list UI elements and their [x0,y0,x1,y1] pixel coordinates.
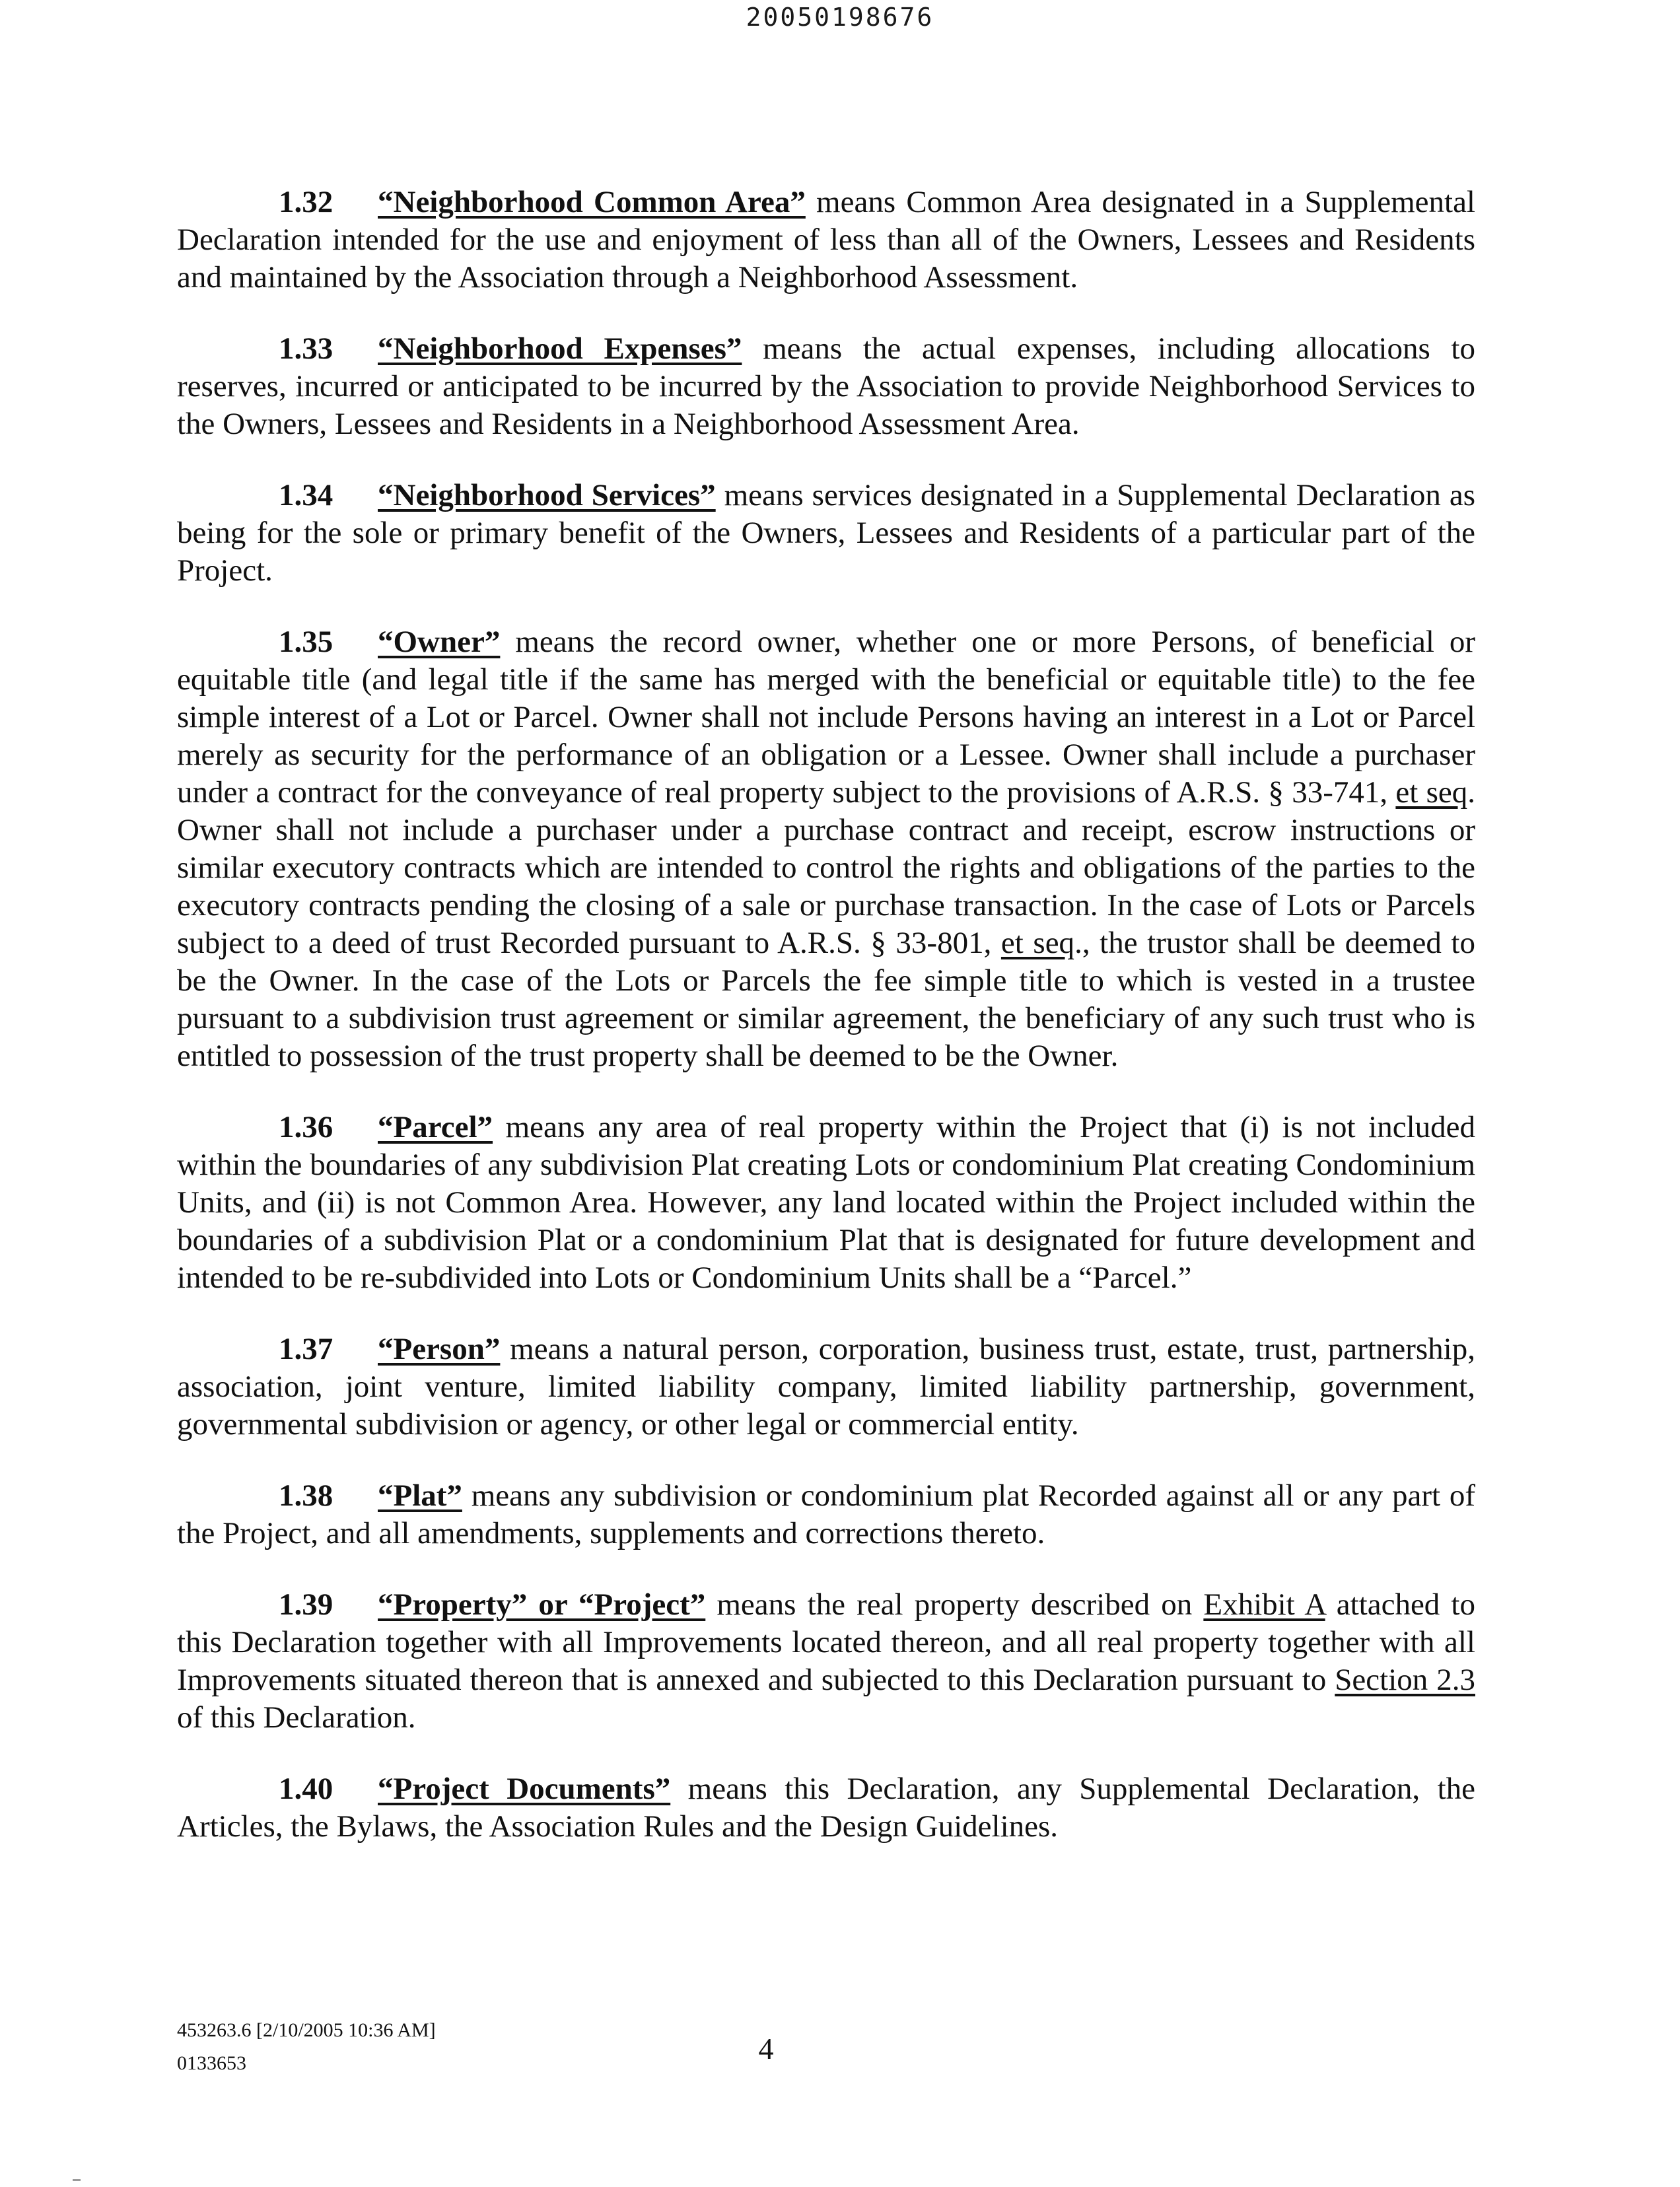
section-number: 1.39 [279,1587,333,1622]
definition-text: means any subdivision or condominium plat Recorded against all or any part of the Project, and all amendments, supplements and corrections thereto. [177,1478,1475,1550]
definition-text: . Owner shall not include a purchaser under a purchase contract and receipt, escrow instructions or similar executory contracts which are intended to control the rights and obligations of the parties to the executory contracts pending the closing of a sale or purchase transaction. In the case of Lots or Parcels subject to a deed of trust Recorded pursuant to A.R.S. § 33-801, [177,775,1475,960]
definition-1-39 [177,1586,1475,1737]
section-number: 1.36 [279,1110,333,1144]
et-seq-reference: et seq [1000,926,1075,960]
definition-1-38 [177,1477,1475,1552]
section-2-3-reference: Section 2.3 [1335,1663,1475,1697]
footer-doc-version: 453263.6 [2/10/2005 10:36 AM] [177,2019,436,2041]
definition-text: attached to this Declaration together with all Improvements located thereon, and all real property together with all Improvements situated thereon that is annexed and subjected to this Declaration pursuant to [177,1587,1475,1697]
defined-term: “Property” or “Project” [378,1587,706,1622]
definition-text: means services designated in a Supplemental Declaration as being for the sole or primary benefit of the Owners, Lessees and Residents of a particular part of the Project. [177,478,1475,588]
scan-speck [73,2179,81,2181]
defined-term: “Neighborhood Services” [378,478,716,512]
definition-text: means this Declaration, any Supplemental Declaration, the Articles, the Bylaws, the Association Rules and the Design Guidelines. [177,1772,1475,1844]
section-number: 1.32 [279,185,333,219]
definition-text: means a natural person, corporation, business trust, estate, trust, partnership, association, joint venture, limited liability company, limited liability partnership, government, governmental subdivision or agency, or other legal or commercial entity. [177,1332,1475,1441]
definition-1-37 [177,1331,1475,1443]
section-number: 1.37 [279,1332,333,1366]
definition-text: means the real property described on [705,1587,1204,1622]
definition-1-33 [177,330,1475,443]
defined-term: “Owner” [378,625,501,659]
definition-text: means any area of real property within the Project that (i) is not included within the boundaries of any subdivision Plat creating Lots or condominium Plat creating Condominium Units, and (ii) is not Common Area. However, any land located within the Project included within the boundaries of a subdivision Plat or a condominium Plat that is designated for future development and intended to be re-subdivided into Lots or Condominium Units shall be a “Parcel.” [177,1110,1475,1295]
exhibit-a-reference: Exhibit A [1203,1587,1325,1622]
defined-term: “Plat” [378,1478,462,1513]
definition-1-32 [177,184,1475,296]
definition-text: means the record owner, whether one or more Persons, of beneficial or equitable title (and legal title if the same has merged with the beneficial or equitable title) to the fee simple interest of a Lot or Parcel. Owner shall not include Persons having an interest in a Lot or Parcel merely as security for the performance of an obligation or a Lessee. Owner shall include a purchaser under a contract for the conveyance of real property subject to the provisions of A.R.S. § 33-741, [177,625,1475,810]
section-number: 1.33 [279,331,333,366]
definition-text: of this Declaration. [177,1700,416,1735]
section-number: 1.35 [279,625,333,659]
page-number: 4 [758,2032,774,2066]
defined-term: “Project Documents” [378,1772,671,1806]
definition-1-36 [177,1109,1475,1297]
definition-text: ., the trustor shall be deemed to be the Owner. In the case of the Lots or Parcels the fee simple title to which is vested in a trustee pursuant to a subdivision trust agreement or similar agreement, the beneficiary of any such trust who is entitled to possession of the trust property shall be deemed to be the Owner. [177,926,1475,1073]
footer-document-id [177,2014,436,2080]
section-number: 1.38 [279,1478,333,1513]
defined-term: “Neighborhood Expenses” [378,331,742,366]
defined-term: “Parcel” [378,1110,493,1144]
footer-client-code: 0133653 [177,2052,246,2074]
definition-1-35 [177,623,1475,1075]
definition-1-40 [177,1770,1475,1846]
definition-1-34 [177,477,1475,590]
definition-text: means the actual expenses, including allocations to reserves, incurred or anticipated to be incurred by the Association to provide Neighborhood Services to the Owners, Lessees and Residents in a Neighborhood Assessment Area. [177,331,1475,441]
defined-term: “Person” [378,1332,501,1366]
section-number: 1.34 [279,478,333,512]
et-seq-reference: et seq [1395,775,1468,810]
definition-text: means Common Area designated in a Supplemental Declaration intended for the use and enjoyment of less than all of the Owners, Lessees and Residents and maintained by the Association through a Neighborhood Assessment. [177,185,1475,295]
document-number: 20050198676 [746,3,934,32]
defined-term: “Neighborhood Common Area” [378,185,806,219]
document-body [177,184,1475,1879]
section-number: 1.40 [279,1772,333,1806]
